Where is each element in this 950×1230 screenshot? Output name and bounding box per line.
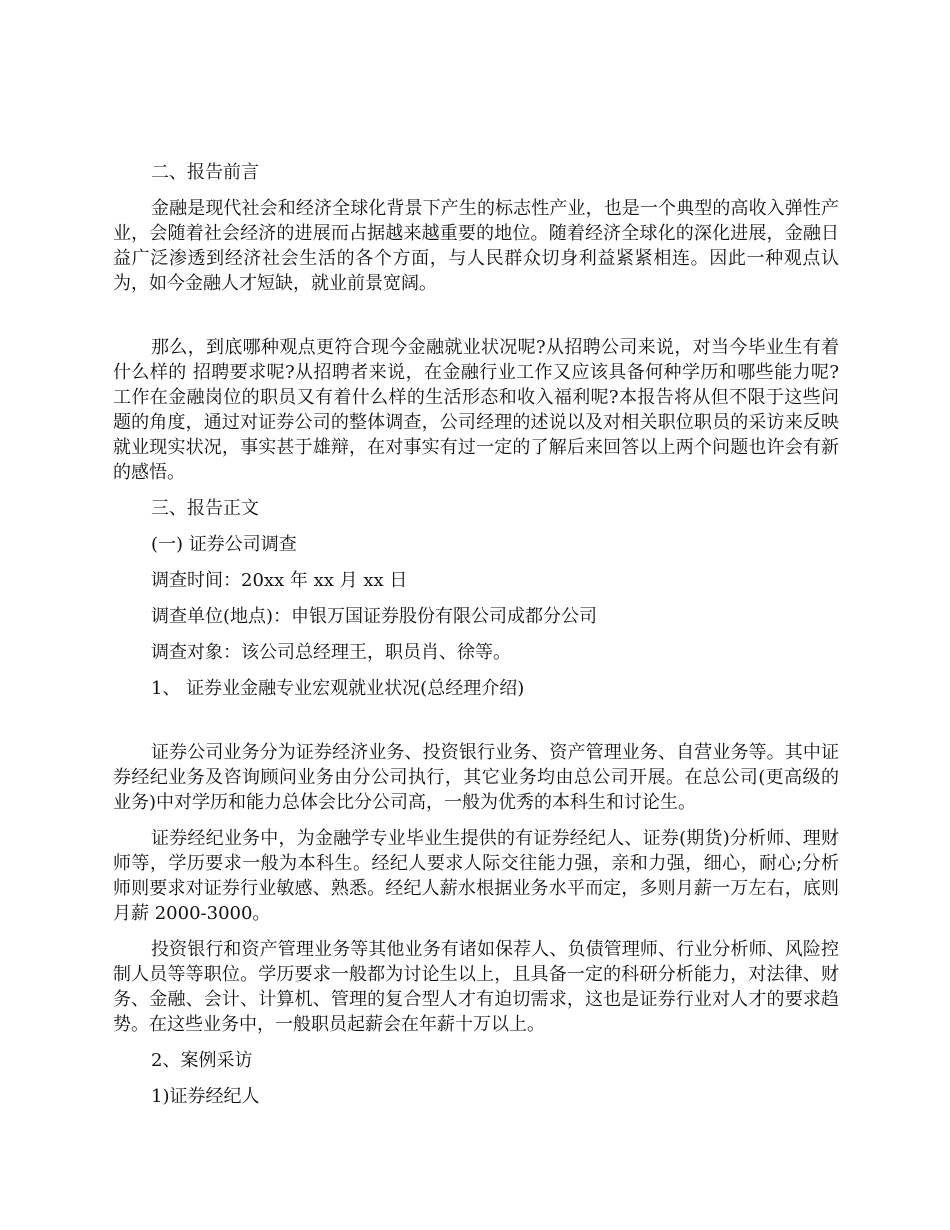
item-1-title: 1、 证券业金融专业宏观就业状况(总经理介绍) — [151, 678, 525, 699]
survey-target: 调查对象：该公司总经理王，职员肖、徐等。 — [151, 642, 511, 663]
section-body-title: 三、报告正文 — [151, 498, 259, 519]
document-body — [113, 160, 839, 1120]
blank-line — [113, 307, 839, 335]
preface-paragraph-1: 金融是现代社会和经济全球化背景下产生的标志性产业，也是一个典型的高收入弹性产业，会随着社会经济的进展而占据越来越重要的地位。随着经济全球化的深化进展，金融日益广泛渗透到经济社会生活的各个方面，与人民群众切身利益紧紧相连。因此一种观点认为，如今金融人才短缺，就业前景宽阔。 — [113, 198, 839, 294]
section-preface-title: 二、报告前言 — [151, 162, 259, 183]
survey-time: 调查时间：20xx 年 xx 月 xx 日 — [151, 570, 408, 591]
preface-paragraph-2: 那么，到底哪种观点更符合现今金融就业状况呢?从招聘公司来说，对当今毕业生有着什么样的 招聘要求呢?从招聘者来说，在金融行业工作又应该具备何种学历和哪些能力呢?工作在金融岗位的职员又有着什么样的生活形态和收入福利呢?本报告将从但不限于这些问题的角度，通过对证券公司的整体调查，公司经理的述说以及对相关职位职员的采访来反映就业现实状况，事实甚于雄辩，在对事实有过一定的了解后来回答以上两个问题也许会有新的感悟。 — [113, 337, 839, 483]
item-2-title: 2、案例采访 — [151, 1050, 253, 1071]
body-paragraph-1: 证券公司业务分为证券经济业务、投资银行业务、资产管理业务、自营业务等。其中证券经纪业务及咨询顾问业务由分公司执行，其它业务均由总公司开展。在总公司(更高级的业务)中对学历和能力总体会比分公司高，一般为优秀的本科生和讨论生。 — [113, 742, 839, 813]
subsection-1-title: (一) 证券公司调查 — [151, 534, 297, 555]
survey-unit: 调查单位(地点)：申银万国证券股份有限公司成都分公司 — [151, 606, 598, 627]
item-2-subtitle: 1)证券经纪人 — [151, 1086, 260, 1107]
body-paragraph-3: 投资银行和资产管理业务等其他业务有诸如保荐人、负债管理师、行业分析师、风险控制人员等等职位。学历要求一般都为讨论生以上，且具备一定的科研分析能力，对法律、财务、金融、会计、计算机、管理的复合型人才有迫切需求，这也是证券行业对人才的要求趋势。在这些业务中，一般职员起薪会在年薪十万以上。 — [113, 939, 839, 1035]
blank-line — [113, 712, 839, 740]
body-paragraph-2: 证券经纪业务中，为金融学专业毕业生提供的有证券经纪人、证券(期货)分析师、理财师等，学历要求一般为本科生。经纪人要求人际交往能力强，亲和力强，细心，耐心;分析师则要求对证券行业敏感、熟悉。经纪人薪水根据业务水平而定，多则月薪一万左右，底则月薪 2000-3000。 — [113, 828, 839, 924]
